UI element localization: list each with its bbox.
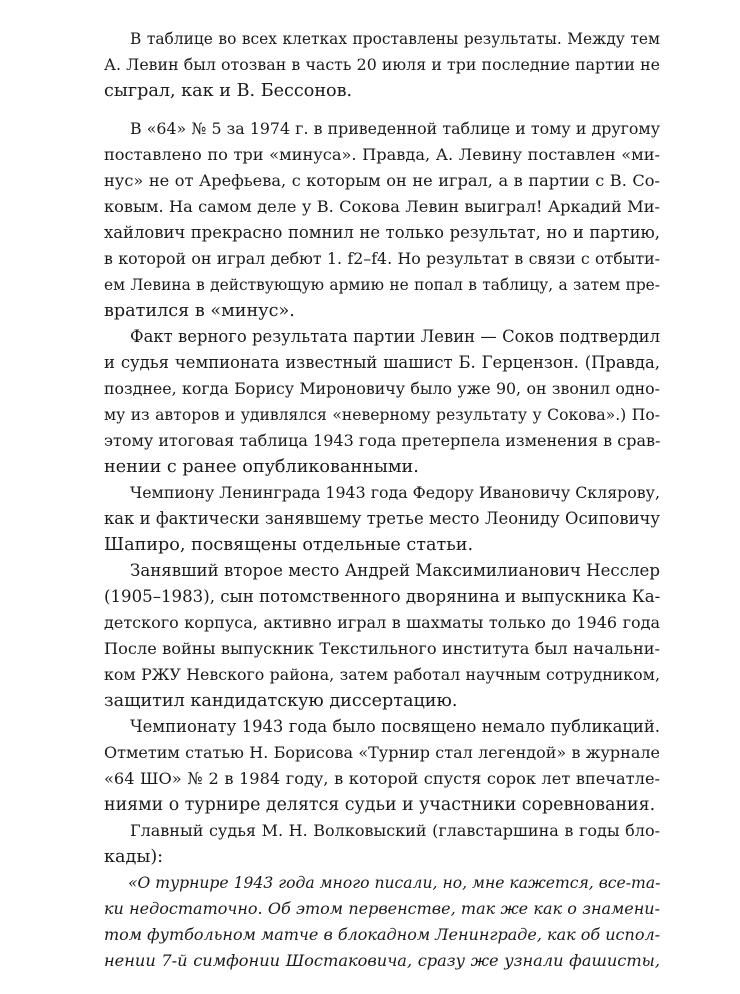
text-line: ковым. На самом деле у В. Сокова Левин выиграл! Аркадий Ми- <box>104 197 660 216</box>
quote-line: нении 7-й симфонии Шостаковича, сразу же узнали фашисты, <box>104 951 660 970</box>
text-line: Факт верного результата партии Левин — Соков подтвердил <box>130 327 660 346</box>
text-line: ком РЖУ Невского района, затем работал научным сотрудником, <box>104 665 660 684</box>
text-line: вратился в «минус». <box>104 301 295 321</box>
text-line: Занявший второе место Андрей Максимилианович Несслер <box>130 561 660 580</box>
text-line: му из авторов и удивлялся «неверному результату у Сокова».) По- <box>104 406 660 424</box>
text-line: кады): <box>104 847 164 867</box>
quote-line: ки недостаточно. Об этом первенстве, так же как о знамени- <box>104 899 660 918</box>
text-line: сыграл, как и В. Бессонов. <box>104 81 353 101</box>
quote-line: «О турнире 1943 года много писали, но, мне кажется, все-та- <box>128 874 660 892</box>
text-line: Главный судья М. Н. Волковыский (главстаршина в годы бло- <box>130 821 660 840</box>
text-line: и судья чемпионата известный шашист Б. Герцензон. (Правда, <box>104 353 660 372</box>
text-line: (1905–1983), сын потомственного дворянина и выпускника Ка- <box>104 587 660 606</box>
text-line: поставлено по три «минуса». Правда, А. Левину поставлен «ми- <box>104 145 660 164</box>
text-line: ем Левина в действующую армию не попал в таблицу, а затем пре- <box>104 276 660 294</box>
text-line: Шапиро, посвящены отдельные статьи. <box>104 535 474 555</box>
text-line: в которой он играл дебют 1. f2–f4. Но результат в связи с отбыти- <box>104 249 660 268</box>
text-line: детского корпуса, активно играл в шахматы только до 1946 года <box>104 613 660 632</box>
text-line: После войны выпускник Текстильного института был начальни- <box>104 639 660 658</box>
text-line: Чемпионату 1943 года было посвящено немало публикаций. <box>130 717 660 736</box>
text-line: как и фактически занявшему третье место Леониду Осиповичу <box>104 509 660 528</box>
text-line: В «64» № 5 за 1974 г. в приведенной таблице и тому и другому <box>130 119 660 138</box>
text-line: позднее, когда Борису Мироновичу было уже 90, он звонил одно- <box>104 379 660 398</box>
text-line: А. Левин был отозван в часть 20 июля и три последние партии не <box>104 55 660 74</box>
text-line: «64 ШО» № 2 в 1984 году, в которой спустя сорок лет впечатле- <box>104 769 660 788</box>
text-line: защитил кандидатскую диссертацию. <box>104 691 458 711</box>
text-line: ниями о турнире делятся судьи и участники соревнования. <box>104 795 656 815</box>
text-line: хайлович прекрасно помнил не только результат, но и партию, <box>104 223 660 242</box>
text-line: Чемпиону Ленинграда 1943 года Федору Ивановичу Склярову, <box>130 483 660 502</box>
text-line: Отметим статью Н. Борисова «Турнир стал легендой» в журнале <box>104 743 660 762</box>
text-line: нении с ранее опубликованными. <box>104 457 419 477</box>
text-line: В таблице во всех клетках проставлены результаты. Между тем <box>130 30 660 48</box>
text-line: нус» не от Арефьева, с которым он не играл, а в партии с В. Со- <box>104 171 660 190</box>
text-line: этому итоговая таблица 1943 года претерпела изменения в срав- <box>104 431 660 450</box>
quote-line: том футбольном матче в блокадном Ленинграде, как об испол- <box>104 925 660 944</box>
